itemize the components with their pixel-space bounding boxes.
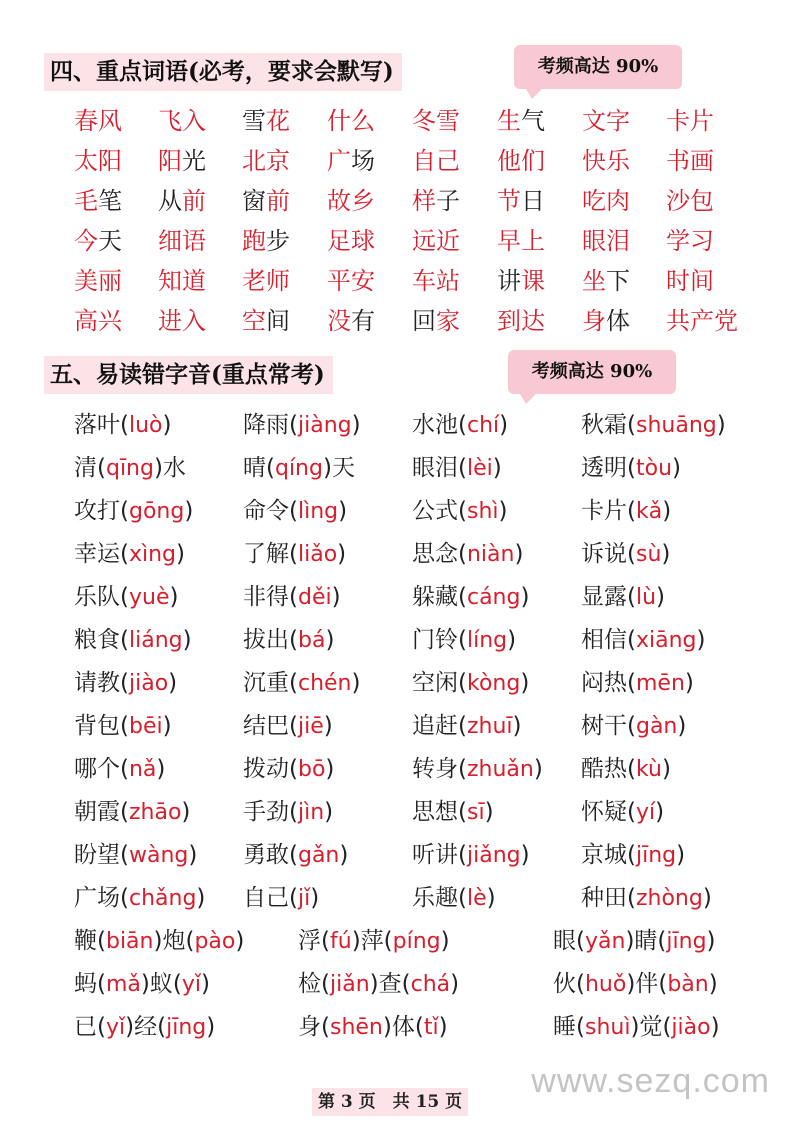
pinyin-item: 追赶(zhuī) xyxy=(412,713,522,739)
pinyin-item: 朝霞(zhāo) xyxy=(74,799,191,825)
section4-badge-label: 考频高达 90% xyxy=(537,56,659,77)
vocab-word: 吃肉 xyxy=(582,187,630,215)
pinyin-item: 乐趣(lè) xyxy=(412,885,496,911)
vocab-word: 今天 xyxy=(74,227,122,255)
section5-heading xyxy=(44,356,333,394)
pinyin-item: 清(qīng)水 xyxy=(74,455,186,481)
section5-title: 五、易读错字音(重点常考) xyxy=(50,361,325,388)
vocab-word: 进入 xyxy=(158,307,206,335)
pinyin-item: 相信(xiāng) xyxy=(581,627,706,653)
pinyin-item: 降雨(jiàng) xyxy=(243,412,361,438)
pinyin-item: 勇敢(gǎn) xyxy=(243,842,349,868)
pinyin-pair: 鞭(biān)炮(pào) xyxy=(74,928,245,954)
vocab-word: 眼泪 xyxy=(582,227,630,255)
pinyin-item: 诉说(sù) xyxy=(581,541,671,567)
pinyin-item: 卡片(kǎ) xyxy=(581,498,672,524)
pinyin-item: 树干(gàn) xyxy=(581,713,687,739)
pinyin-item: 落叶(luò) xyxy=(74,412,172,438)
vocab-word: 春风 xyxy=(74,107,122,135)
vocab-word: 从前 xyxy=(158,187,206,215)
pinyin-item: 非得(děi) xyxy=(243,584,341,610)
pinyin-item: 显露(lù) xyxy=(581,584,666,610)
vocab-word: 足球 xyxy=(327,227,375,255)
vocab-word: 共产党 xyxy=(666,307,738,335)
vocab-word: 飞入 xyxy=(158,107,206,135)
pinyin-item: 京城(jīng) xyxy=(581,842,686,868)
pinyin-item: 怀疑(yí) xyxy=(581,799,665,825)
vocab-word: 卡片 xyxy=(666,107,714,135)
pinyin-item: 躲藏(cáng) xyxy=(412,584,530,610)
vocab-word: 冬雪 xyxy=(412,107,460,135)
vocab-word: 老师 xyxy=(242,267,290,295)
vocab-word: 空间 xyxy=(242,307,290,335)
pinyin-item: 手劲(jìn) xyxy=(243,799,334,825)
pinyin-item: 拨动(bō) xyxy=(243,756,335,782)
pinyin-item: 请教(jiào) xyxy=(74,670,178,696)
vocab-word: 高兴 xyxy=(74,307,122,335)
vocab-word: 窗前 xyxy=(242,187,290,215)
pinyin-item: 转身(zhuǎn) xyxy=(412,756,543,782)
vocab-word: 早上 xyxy=(497,227,545,255)
pinyin-item: 空闲(kòng) xyxy=(412,670,530,696)
pinyin-pair: 身(shēn)体(tǐ) xyxy=(298,1014,448,1040)
pinyin-item: 思念(niàn) xyxy=(412,541,524,567)
vocab-word: 他们 xyxy=(497,147,545,175)
vocab-word: 没有 xyxy=(327,307,375,335)
pinyin-item: 闷热(mēn) xyxy=(581,670,694,696)
vocab-word: 文字 xyxy=(582,107,630,135)
pinyin-item: 结巴(jiē) xyxy=(243,713,333,739)
pinyin-item: 背包(bēi) xyxy=(74,713,172,739)
vocab-word: 快乐 xyxy=(582,147,630,175)
pinyin-item: 命令(lìng) xyxy=(243,498,348,524)
vocab-word: 远近 xyxy=(412,227,460,255)
pinyin-item: 思想(sī) xyxy=(412,799,494,825)
pinyin-item: 种田(zhòng) xyxy=(581,885,712,911)
section4-title: 四、重点词语(必考，要求会默写) xyxy=(50,58,394,85)
vocab-word: 美丽 xyxy=(74,267,122,295)
pinyin-pair: 已(yǐ)经(jīng) xyxy=(74,1014,216,1040)
vocab-word: 毛笔 xyxy=(74,187,122,215)
pinyin-pair: 蚂(mǎ)蚁(yǐ) xyxy=(74,971,210,997)
pinyin-item: 门铃(líng) xyxy=(412,627,517,653)
pinyin-pair: 浮(fú)萍(píng) xyxy=(298,928,450,954)
vocab-word: 太阳 xyxy=(74,147,122,175)
vocab-word: 节日 xyxy=(497,187,545,215)
pinyin-item: 秋霜(shuāng) xyxy=(581,412,726,438)
pinyin-item: 沉重(chén) xyxy=(243,670,361,696)
vocab-word: 北京 xyxy=(242,147,290,175)
pinyin-item: 拔出(bá) xyxy=(243,627,335,653)
pinyin-item: 自己(jǐ) xyxy=(243,885,320,911)
pinyin-item: 眼泪(lèi) xyxy=(412,455,502,481)
pinyin-item: 攻打(gōng) xyxy=(74,498,194,524)
vocab-word: 身体 xyxy=(582,307,630,335)
pinyin-item: 盼望(wàng) xyxy=(74,842,198,868)
pinyin-item: 哪个(nǎ) xyxy=(74,756,166,782)
section4-heading xyxy=(44,53,402,91)
vocab-word: 雪花 xyxy=(242,107,290,135)
vocab-word: 回家 xyxy=(412,307,460,335)
pinyin-item: 酷热(kù) xyxy=(581,756,671,782)
pinyin-item: 透明(tòu) xyxy=(581,455,681,481)
pinyin-item: 公式(shì) xyxy=(412,498,508,524)
pinyin-item: 晴(qíng)天 xyxy=(243,455,355,481)
pinyin-item: 听讲(jiǎng) xyxy=(412,842,530,868)
vocab-word: 自己 xyxy=(412,147,460,175)
vocab-word: 跑步 xyxy=(242,227,290,255)
vocab-word: 书画 xyxy=(666,147,714,175)
vocab-word: 知道 xyxy=(158,267,206,295)
section4-badge xyxy=(514,45,682,89)
vocab-word: 生气 xyxy=(497,107,545,135)
vocab-word: 到达 xyxy=(497,307,545,335)
vocab-word: 讲课 xyxy=(497,267,545,295)
pinyin-item: 水池(chí) xyxy=(412,412,509,438)
section5-badge-label: 考频高达 90% xyxy=(531,361,653,382)
page-number: 第 3 页 共 15 页 xyxy=(318,1092,463,1112)
vocab-word: 坐下 xyxy=(582,267,630,295)
vocab-word: 细语 xyxy=(158,227,206,255)
pinyin-item: 幸运(xìng) xyxy=(74,541,186,567)
vocab-word: 沙包 xyxy=(666,187,714,215)
vocab-word: 故乡 xyxy=(327,187,375,215)
vocab-word: 车站 xyxy=(412,267,460,295)
page-footer xyxy=(312,1088,468,1116)
pinyin-item: 广场(chǎng) xyxy=(74,885,206,911)
vocab-word: 阳光 xyxy=(158,147,206,175)
pinyin-item: 了解(liǎo) xyxy=(243,541,347,567)
vocab-word: 样子 xyxy=(412,187,460,215)
vocab-word: 平安 xyxy=(327,267,375,295)
pinyin-pair: 眼(yǎn)睛(jīng) xyxy=(553,928,716,954)
watermark: www.sezq.com xyxy=(531,1062,770,1100)
section5-badge xyxy=(508,350,676,394)
pinyin-item: 粮食(liáng) xyxy=(74,627,192,653)
vocab-word: 什么 xyxy=(327,107,375,135)
pinyin-pair: 检(jiǎn)查(chá) xyxy=(298,971,460,997)
pinyin-pair: 伙(huǒ)伴(bàn) xyxy=(553,971,718,997)
vocab-word: 广场 xyxy=(327,147,375,175)
pinyin-pair: 睡(shuì)觉(jiào) xyxy=(553,1014,720,1040)
pinyin-item: 乐队(yuè) xyxy=(74,584,179,610)
vocab-word: 时间 xyxy=(666,267,714,295)
vocab-word: 学习 xyxy=(666,227,714,255)
